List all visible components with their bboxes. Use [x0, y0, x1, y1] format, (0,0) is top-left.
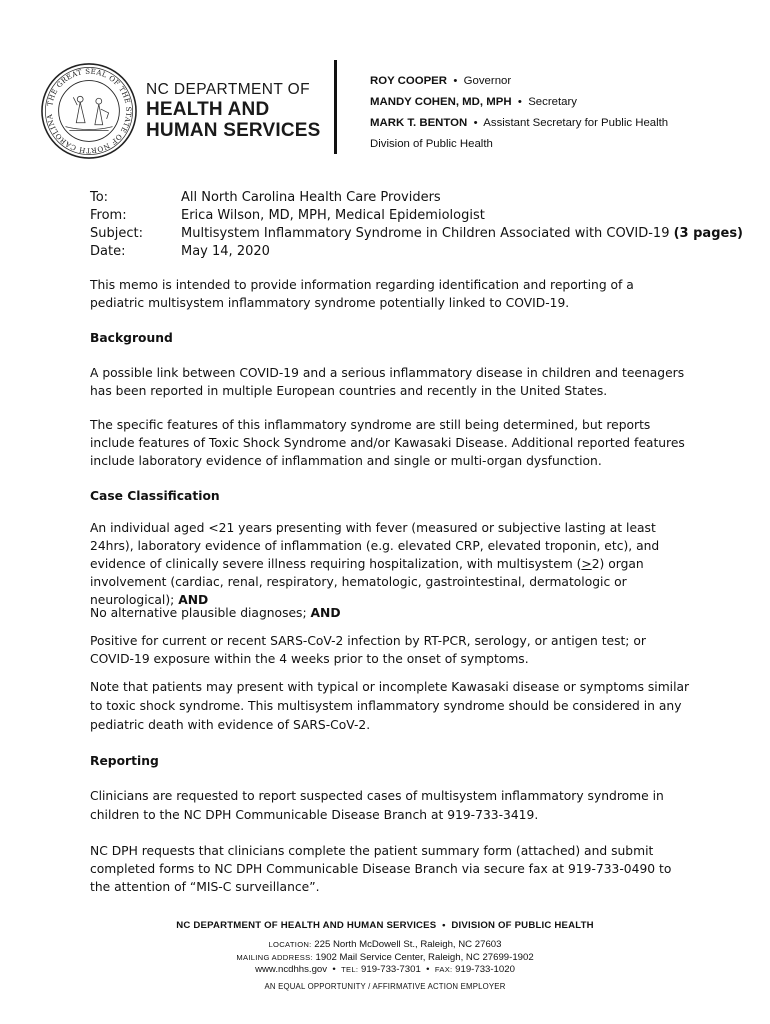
background-heading: Background [90, 331, 173, 345]
footer-address [0, 939, 770, 977]
memo-to-row: To: All North Carolina Health Care Providers [90, 190, 441, 205]
footer-title: NC DEPARTMENT OF HEALTH AND HUMAN SERVICES • DIVISION OF PUBLIC HEALTH [176, 920, 594, 931]
memo-header [90, 189, 743, 261]
official-assistant-secretary: MARK T. BENTON • Assistant Secretary for Public Health [370, 117, 669, 129]
division-name: Division of Public Health [370, 138, 493, 150]
case-criteria-paragraph: An individual aged <21 years presenting with fever (measured or subjective lasting at least 24hrs), laboratory evidence of inflammation (e.g. elevated CRP, elevated troponin, etc), and evidence of clinically severe illness requiring hospitalization, with multisystem (>2) organ involvement (cardiac, renal, respiratory, hematologic, gastrointestinal, dermatologic or neurological); AND [90, 521, 660, 607]
footer-mailing: MAILING ADDRESS: 1902 Mail Service Center, Raleigh, NC 27699-1902 [236, 951, 534, 963]
background-paragraph-2: The specific features of this inflammatory syndrome are still being determined, but reports include features of Toxic Shock Syndrome and/or Kawasaki Disease. Additional reported features include laboratory evidence of inflammation and single or multi-organ dysfunction. [90, 418, 685, 468]
background-paragraph-1: A possible link between COVID-19 and a serious inflammatory disease in children and teenagers has been reported in multiple European countries and recently in the United States. [90, 366, 685, 398]
department-logo [146, 82, 321, 140]
memo-date-row: Date: May 14, 2020 [90, 244, 270, 259]
official-governor: ROY COOPER • Governor [370, 75, 512, 87]
nc-state-seal [40, 62, 138, 160]
official-secretary: MANDY COHEN, MD, MPH • Secretary [370, 96, 577, 108]
dept-line2: HEALTH AND [146, 98, 270, 120]
reporting-paragraph-1: Clinicians are requested to report suspected cases of multisystem inflammatory syndrome in children to the NC DPH Communicable Disease Branch at 919-733-3419. [90, 789, 664, 822]
reporting-heading: Reporting [90, 754, 159, 768]
footer-eeo: AN EQUAL OPPORTUNITY / AFFIRMATIVE ACTION EMPLOYER [264, 982, 506, 991]
case-classification-heading: Case Classification [90, 489, 220, 503]
case-note: Note that patients may present with typical or incomplete Kawasaki disease or symptoms similar to toxic shock syndrome. This multisystem inflammatory syndrome should be considered in any pediatric death with evidence of SARS-CoV-2. [90, 680, 690, 732]
reporting-paragraph-2: NC DPH requests that clinicians complete the patient summary form (attached) and submit completed forms to NC DPH Communicable Disease Branch via secure fax at 919-733-0490 to the attention of “MIS-C surveillance”. [90, 844, 672, 894]
officials-list [370, 71, 668, 155]
memo-from-row: From: Erica Wilson, MD, MPH, Medical Epidemiologist [90, 208, 485, 223]
footer-contact: www.ncdhhs.gov • TEL: 919-733-7301 • FAX: 919-733-1020 [255, 964, 515, 975]
case-positive-test: Positive for current or recent SARS-CoV-2 infection by RT-PCR, serology, or antigen test; or COVID-19 exposure within the 4 weeks prior to the onset of symptoms. [90, 634, 646, 666]
dept-line1: NC DEPARTMENT OF [146, 81, 310, 98]
intro-paragraph: This memo is intended to provide information regarding identification and reporting of a pediatric multisystem inflammatory syndrome potentially linked to COVID-19. [90, 278, 634, 310]
letterhead-divider [334, 60, 337, 154]
svg-text:THE GREAT SEAL OF THE STATE OF: THE GREAT SEAL OF THE STATE OF NORTH CAROLINA [44, 66, 134, 156]
footer-location: LOCATION: 225 North McDowell St., Raleigh, NC 27603 [268, 939, 502, 950]
case-no-alternative: No alternative plausible diagnoses; AND [90, 606, 341, 620]
dept-line3: HUMAN SERVICES [146, 119, 321, 141]
memo-subject-row: Subject: Multisystem Inflammatory Syndrome in Children Associated with COVID-19 (3 pages) [90, 226, 744, 241]
